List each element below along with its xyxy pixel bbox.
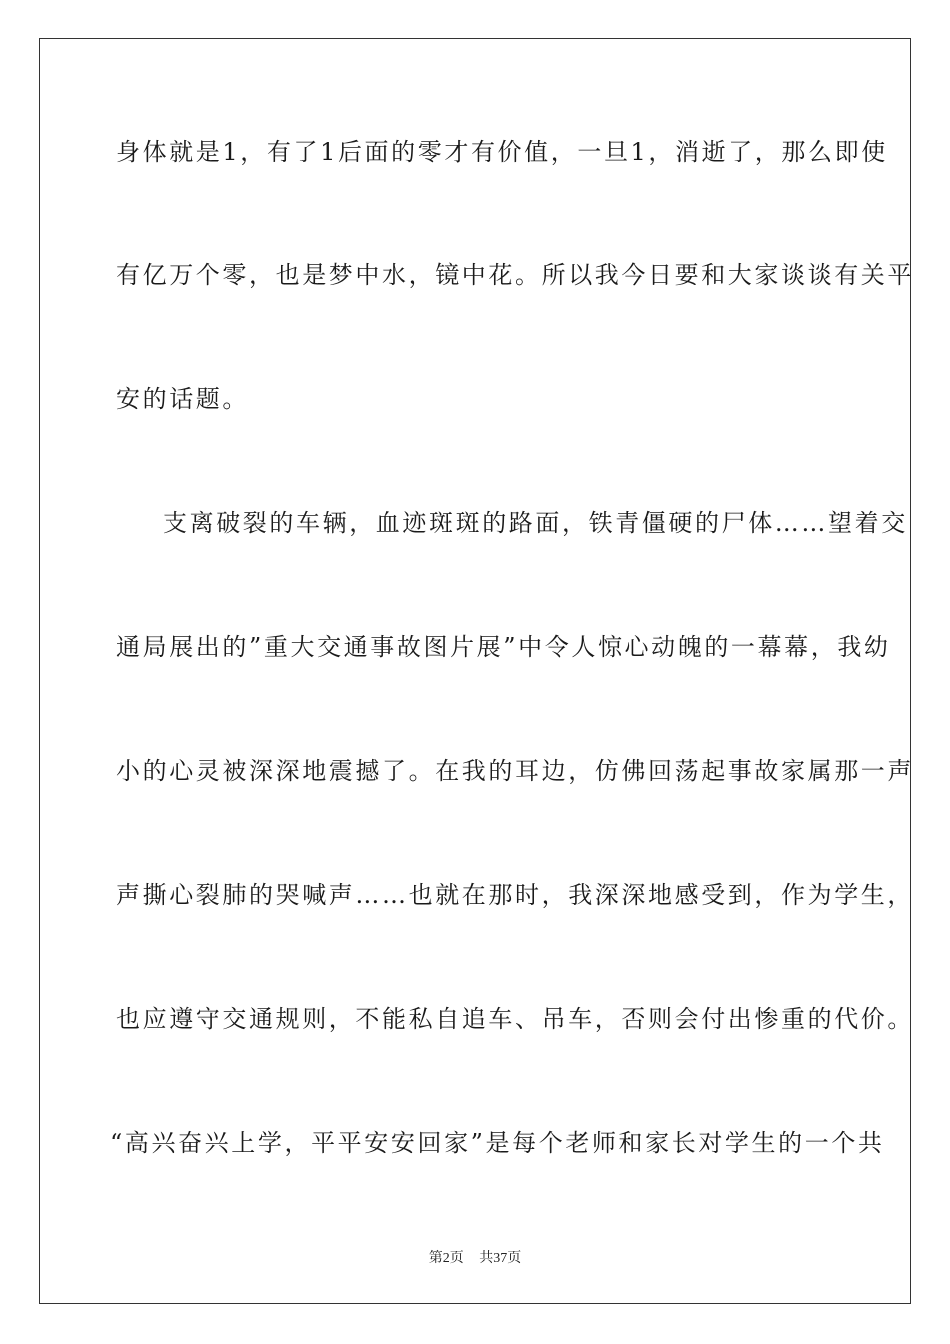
total-pages: 共37页 [479, 1251, 522, 1266]
text-line: 通局展出的”重大交通事故图片展”中令人惊心动魄的一幕幕，我幼 [116, 633, 891, 661]
text-line: 身体就是1，有了1后面的零才有价值，一旦1，消逝了，那么即使 [116, 138, 888, 166]
text-line: 安的话题。 [116, 385, 249, 413]
text-line: 有亿万个零，也是梦中水，镜中花。所以我今日要和大家谈谈有关平 [116, 261, 914, 289]
text-line: 也应遵守交通规则，不能私自追车、吊车，否则会付出惨重的代价。 [116, 1005, 914, 1033]
page-number: 第2页 [428, 1251, 464, 1266]
page-footer [0, 1247, 950, 1267]
paragraph-first-line: 支离破裂的车辆，血迹斑斑的路面，铁青僵硬的尸体……望着交 [163, 509, 908, 537]
page-border [39, 38, 914, 1304]
text-line: “高兴奋兴上学，平平安安回家”是每个老师和家长对学生的一个共 [110, 1129, 885, 1157]
text-line: 声撕心裂肺的哭喊声……也就在那时，我深深地感受到，作为学生， [116, 881, 914, 909]
text-line: 小的心灵被深深地震撼了。在我的耳边，仿佛回荡起事故家属那一声 [116, 757, 914, 785]
